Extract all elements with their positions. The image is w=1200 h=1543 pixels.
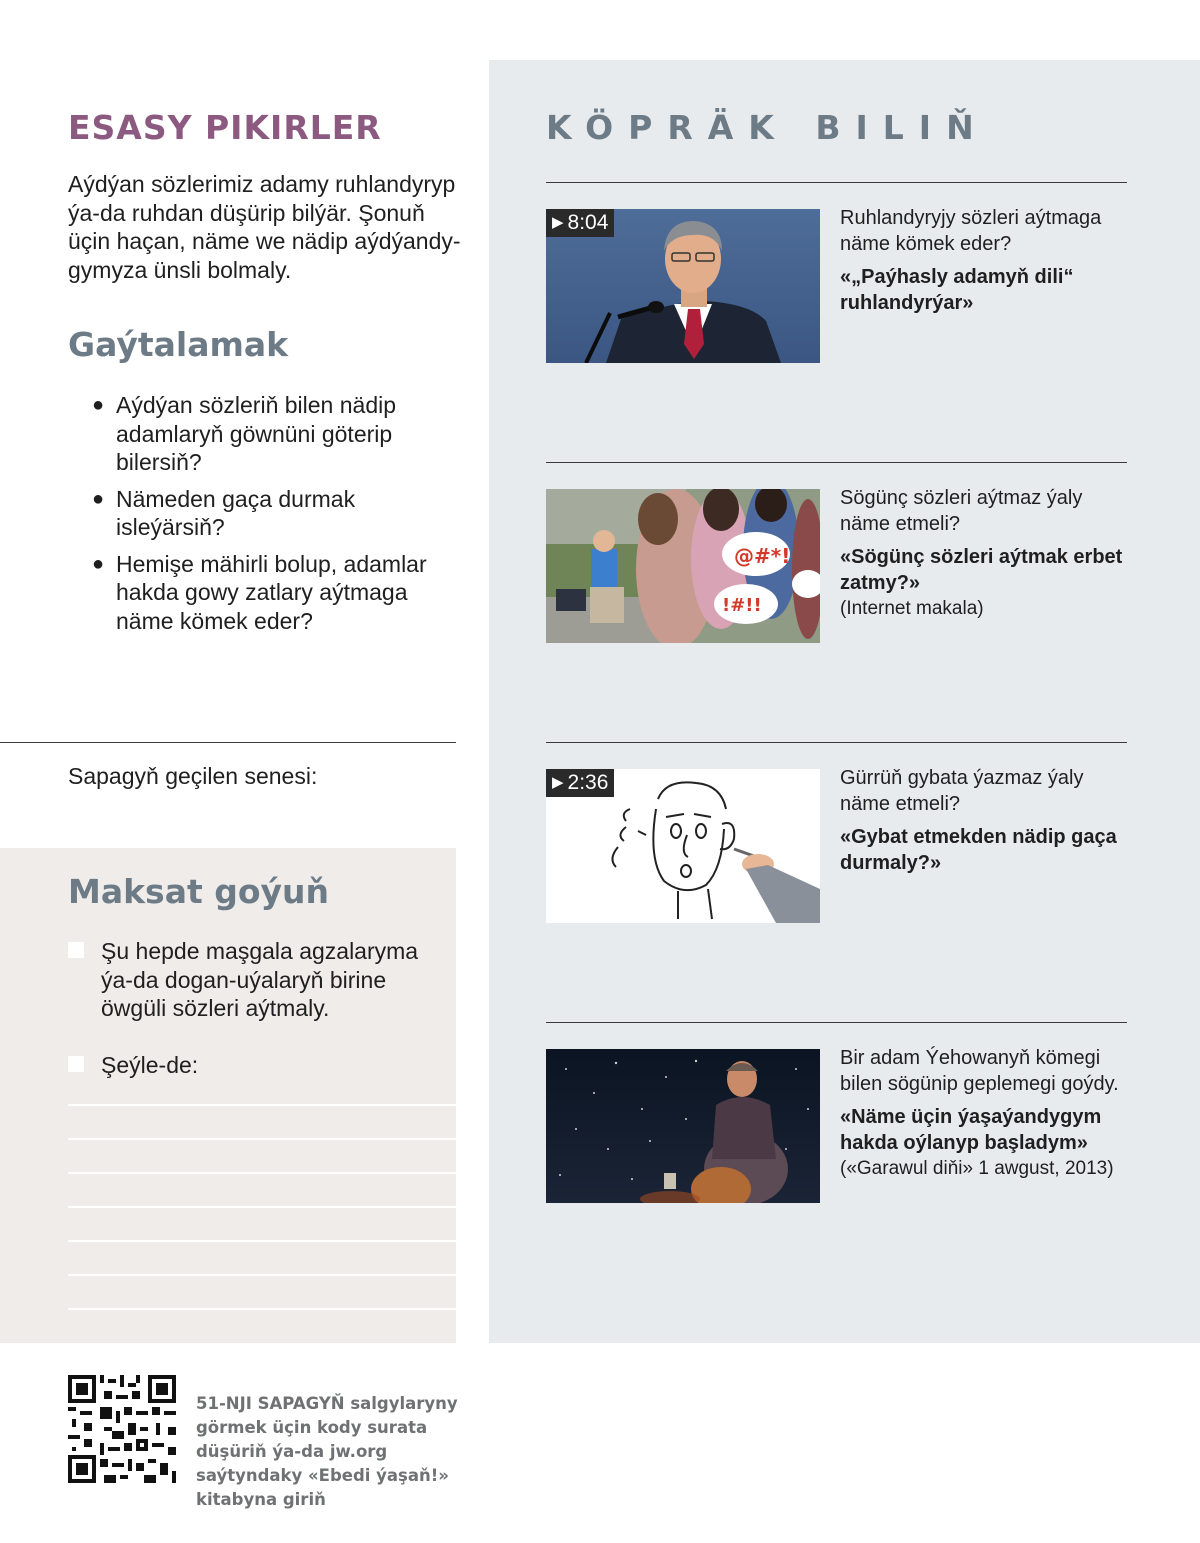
goal-item [68,937,438,1023]
item-question: Sögünç sözleri aýtmaz ýaly näme etmeli? [840,487,1083,535]
write-line [68,1172,456,1174]
write-line [68,1240,456,1242]
teens-image [546,489,820,643]
review-item-text: Nämeden gaça durmak isleýärsiň? [116,485,356,540]
goal-title: Maksat goýuň [68,872,330,911]
learn-more-title: KÖPRÄK BILIŇ [546,108,989,147]
checkbox[interactable] [68,942,84,958]
video-thumbnail[interactable] [546,769,820,923]
divider [546,182,1127,183]
item-note: (Internet makala) [840,598,984,619]
bullet-icon: ● [92,394,105,416]
review-item-text: Aýdýan sözleriň bilen nädip adamlaryň göwnüni göterip bilersiň? [116,392,397,475]
footer-text: 51-NJI SAPAGYŇ salgylaryny görmek üçin kody surata düşüriň ýa-da jw.org saýtyndaky «Ebedi ýaşaň!» kitabyna giriň [196,1394,458,1509]
checkbox[interactable] [68,1056,84,1072]
learn-more-item [840,765,1130,876]
list-item [92,550,452,636]
qr-code-icon[interactable] [68,1375,176,1483]
divider [546,742,1127,743]
divider [0,742,456,743]
learn-more-item [840,205,1130,316]
play-icon: ▶ [552,214,564,231]
play-icon: ▶ [552,774,564,791]
article-thumbnail[interactable] [546,489,820,643]
bullet-icon: ● [92,487,105,510]
item-note: («Garawul diňi» 1 awgust, 2013) [840,1158,1114,1179]
item-question: Gürrüň gybata ýazmaz ýaly näme etmeli? [840,767,1084,815]
learn-more-item [840,485,1130,622]
learn-more-item [840,1045,1130,1182]
article-thumbnail[interactable] [546,1049,820,1203]
write-line [68,1138,456,1140]
item-title-link[interactable]: «„Paýhasly adamyň dili“ ruhlandyrýar» [840,266,1074,314]
goal-box [0,848,456,1343]
night-sky-image [546,1049,820,1203]
write-line [68,1274,456,1276]
video-duration [546,769,614,797]
video-duration [546,209,614,237]
item-question: Bir adam Ýehowanyň kömegi bilen sögünip geplemegi goýdy. [840,1047,1119,1095]
bullet-icon: ● [92,552,105,575]
item-title-link[interactable]: «Näme üçin ýaşaýandygym hakda oýlanyp başladym» [840,1106,1102,1154]
svg-text:!#!!: !#!! [722,595,762,616]
write-line [68,1308,456,1310]
key-points-title: ESASY PIKIRLER [68,108,382,147]
divider [546,462,1127,463]
duration-text: 8:04 [567,211,609,234]
video-thumbnail[interactable] [546,209,820,363]
list-item [92,485,452,542]
list-item [92,391,452,477]
goal-item-text: Şeýle-de: [101,1052,199,1078]
key-points-text: Aýdýan sözlerimiz adamy ruhlandyryp ýa-da ruhdan düşürip bilýär. Şonuň üçin haçan, näme we nädip aýdýandy-gymyza ünsli bolmaly. [68,171,461,283]
divider [546,1022,1127,1023]
write-line [68,1206,456,1208]
svg-text:@#*!: @#*! [734,544,791,568]
item-question: Ruhlandyryjy sözleri aýtmaga näme kömek eder? [840,207,1102,255]
goal-item-text: Şu hepde maşgala agzalaryma ýa-da dogan-uýalaryň birine öwgüli sözleri aýtmaly. [101,938,419,1021]
review-title: Gaýtalamak [68,325,289,364]
item-title-link[interactable]: «Gybat etmekden nädip gaça durmaly?» [840,826,1117,874]
item-title-link[interactable]: «Sögünç sözleri aýtmak erbet zatmy?» [840,546,1123,594]
write-line [68,1104,456,1106]
goal-item [68,1051,438,1080]
review-list [92,391,452,643]
duration-text: 2:36 [567,771,609,794]
review-item-text: Hemişe mähirli bolup, adamlar hakda gowy zatlary aýtmaga näme kömek eder? [116,550,427,634]
date-label: Sapagyň geçilen senesi: [68,763,318,789]
